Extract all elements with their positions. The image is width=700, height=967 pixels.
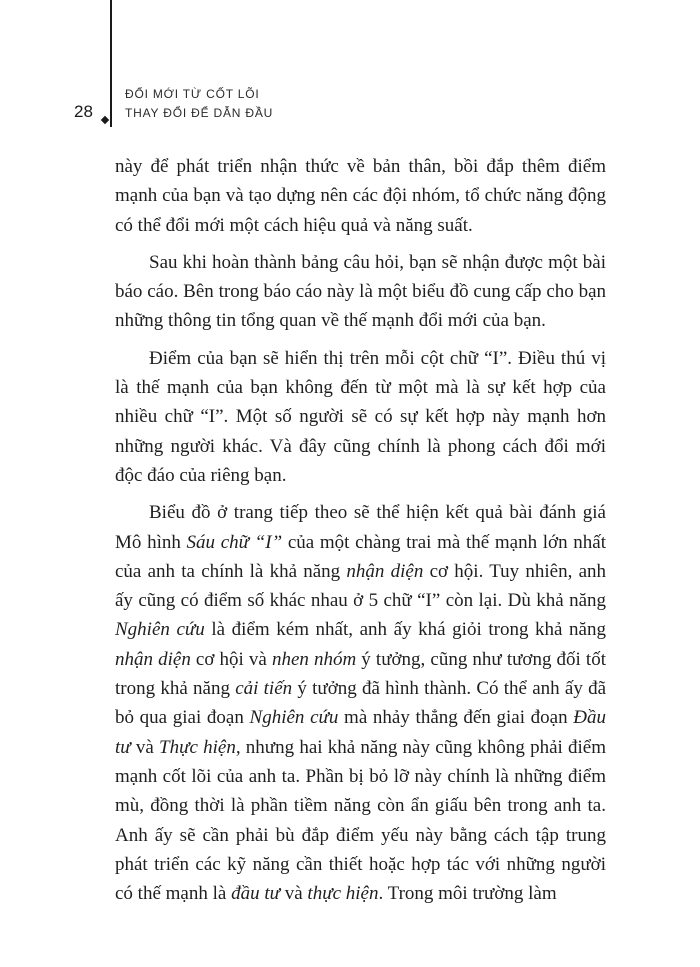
text-run: Điểm của bạn sẽ hiển thị trên mỗi cột chữ “I”. Điều thú vị là thế mạnh của bạn không đến từ một mà là sự kết hợp của nhiều chữ “I”. Một số người sẽ có sự kết hợp này mạnh hơn những người khác. Và đây cũng chính là phong cách đổi mới độc đáo của riêng bạn. xyxy=(115,347,606,486)
text-run: này để phát triển nhận thức về bản thân, bồi đắp thêm điểm mạnh của bạn và tạo dựng nên các đội nhóm, tổ chức năng động có thể đổi mới một cách hiệu quả và năng suất. xyxy=(115,156,606,236)
italic-text-run: nhen nhóm xyxy=(271,648,357,670)
body-text xyxy=(115,152,606,916)
text-run: , nhưng hai khả năng này cũng không phải điểm mạnh cốt lõi của anh ta. Phần bị bỏ lỡ này chính là những điểm mù, đồng thời là phần tiềm năng còn ẩn giấu bên trong anh ta. Anh ấy sẽ cần phải bù đắp điểm yếu này bằng cách tập trung phát triển các kỹ năng cần thiết hoặc hợp tác với những người có thế mạnh là xyxy=(115,736,606,905)
text-run: ý tưởng, cũng như tương đối tốt trong khả năng xyxy=(115,648,606,700)
paragraph xyxy=(115,498,606,908)
page-number: 28 xyxy=(74,102,93,121)
text-run: cơ hội và xyxy=(190,648,272,670)
italic-text-run: Sáu chữ “I” xyxy=(186,531,283,553)
italic-text-run: nhận diện xyxy=(346,560,424,582)
paragraph xyxy=(115,152,606,240)
running-title-line-1: ĐỔI MỚI TỪ CỐT LÕI xyxy=(125,87,260,101)
text-run: Biểu đồ ở trang tiếp theo sẽ thể hiện kết quả bài đánh giá Mô hình xyxy=(115,502,606,553)
running-title xyxy=(125,85,273,123)
paragraph xyxy=(115,248,606,336)
text-run: cơ hội. Tuy nhiên, anh ấy cũng có điểm số khác nhau ở 5 chữ “I” còn lại. Dù khả năng xyxy=(115,560,607,612)
header-rule xyxy=(110,0,112,127)
text-run: . Trong môi trường làm xyxy=(378,883,557,905)
italic-text-run: Thực hiện xyxy=(159,736,236,758)
text-run: là điểm kém nhất, anh ấy khá giỏi trong khả năng xyxy=(204,619,606,641)
italic-text-run: thực hiện xyxy=(307,883,379,905)
diamond-ornament-icon xyxy=(101,116,109,124)
italic-text-run: Đầu tư xyxy=(115,707,607,758)
paragraph xyxy=(115,344,606,490)
italic-text-run: đầu tư xyxy=(231,883,280,905)
text-run: của một chàng trai mà thế mạnh lớn nhất của anh ta chính là khả năng xyxy=(115,531,606,582)
running-title-line-2: THAY ĐỔI ĐỂ DẪN ĐẦU xyxy=(125,106,274,120)
text-run: mà nhảy thẳng đến giai đoạn xyxy=(338,707,574,729)
text-run: Sau khi hoàn thành bảng câu hỏi, bạn sẽ nhận được một bài báo cáo. Bên trong báo cáo này là một biểu đồ cung cấp cho bạn những thông tin tổng quan về thế mạnh đổi mới của bạn. xyxy=(115,251,606,332)
text-run: và xyxy=(279,883,308,905)
italic-text-run: cải tiến xyxy=(235,678,293,700)
text-run: ý tưởng đã hình thành. Có thể anh ấy đã bỏ qua giai đoạn xyxy=(115,678,606,729)
italic-text-run: nhận diện xyxy=(115,648,191,670)
italic-text-run: Nghiên cứu xyxy=(115,619,205,641)
text-run: và xyxy=(130,736,160,758)
italic-text-run: Nghiên cứu xyxy=(249,707,339,729)
